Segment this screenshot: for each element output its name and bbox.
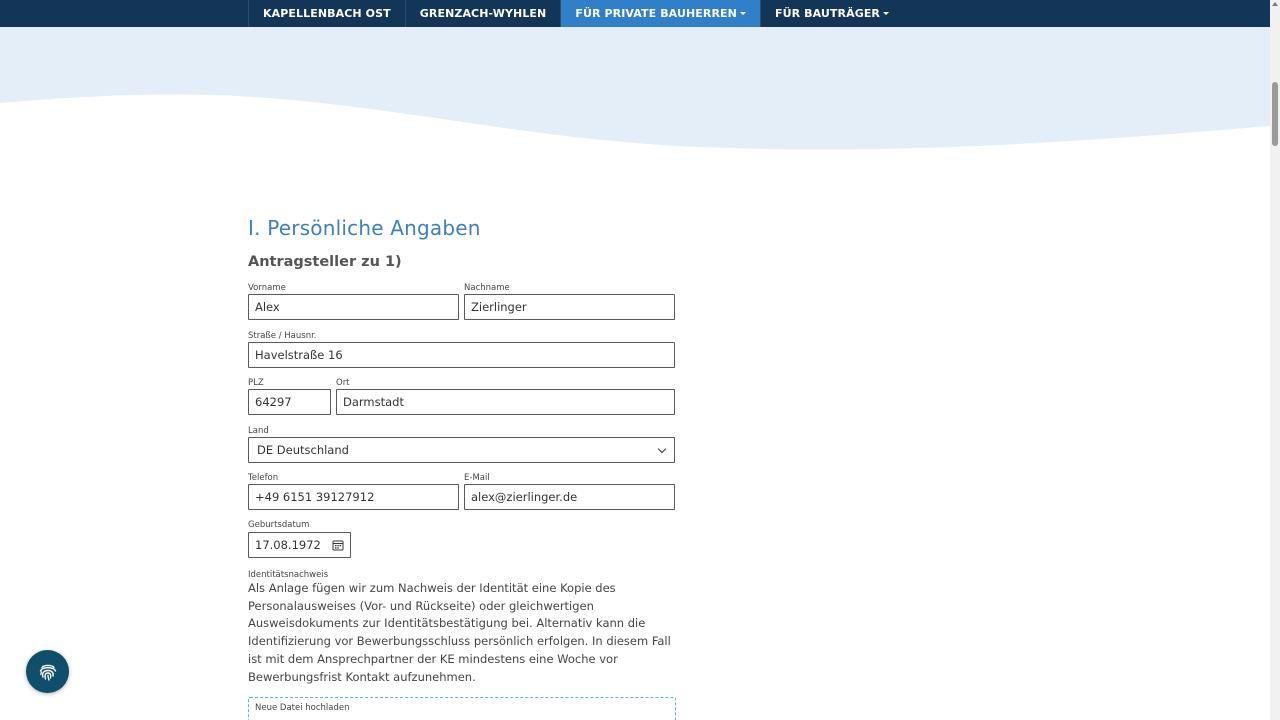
- city-label: Ort: [336, 378, 350, 388]
- first-name-value: Alex: [255, 300, 280, 314]
- nav-item-label: FÜR BAUTRÄGER: [774, 7, 881, 20]
- email-field[interactable]: [464, 484, 675, 510]
- zip-value: 64297: [255, 395, 292, 409]
- nav-item-grenzach-wyhlen[interactable]: [405, 0, 561, 27]
- phone-field[interactable]: [248, 484, 459, 510]
- first-name-field[interactable]: [248, 294, 459, 320]
- page-scrollbar[interactable]: [1270, 0, 1280, 720]
- identity-text: Als Anlage fügen wir zum Nachweis der Identität eine Kopie des Personalausweises (Vor- und Rückseite) oder gleichwertigen Ausweisdokuments zur Identitätsbestätigung bei. Alternativ kann die Identifizierung vor Bewerbungsschluss persönlich erfolgen. In diesem Fall ist mit dem Ansprechpartner der KE mindestens eine Woche vor Bewerbungsfrist Kontakt aufzunehmen.: [248, 581, 671, 684]
- upload-label: Neue Datei hochladen: [255, 703, 350, 713]
- city-field[interactable]: [336, 389, 675, 415]
- nav-item-label: GRENZACH-WYHLEN: [419, 7, 547, 20]
- chevron-down-icon: [658, 444, 666, 452]
- nav-item-label: KAPELLENBACH OST: [263, 7, 391, 20]
- country-select[interactable]: [248, 437, 675, 463]
- zip-label: PLZ: [248, 378, 264, 388]
- city-value: Darmstadt: [343, 395, 404, 409]
- last-name-value: Zierlinger: [471, 300, 527, 314]
- scroll-up-arrow-icon[interactable]: [1272, 2, 1278, 6]
- identity-label: Identitätsnachweis: [248, 570, 329, 580]
- country-label: Land: [248, 426, 269, 436]
- email-value: alex@zierlinger.de: [471, 490, 578, 504]
- email-label: E-Mail: [464, 473, 490, 483]
- birthdate-field[interactable]: [248, 532, 351, 558]
- fingerprint-button[interactable]: [26, 650, 69, 693]
- caret-down-icon: [740, 12, 746, 15]
- nav-item-private-bauherren[interactable]: [560, 0, 760, 27]
- country-value: DE Deutschland: [257, 443, 349, 457]
- nav-item-bautraeger[interactable]: [760, 0, 903, 27]
- nav-item-kapellenbach-ost[interactable]: [248, 0, 405, 27]
- last-name-label: Nachname: [464, 283, 510, 293]
- nav-menu: [248, 0, 903, 27]
- last-name-field[interactable]: [464, 294, 675, 320]
- street-label: Straße / Hausnr.: [248, 331, 317, 341]
- applicant-subtitle: Antragsteller zu 1): [248, 254, 402, 270]
- street-value: Havelstraße 16: [255, 348, 343, 362]
- caret-down-icon: [883, 12, 889, 15]
- header-wave: [0, 27, 1270, 157]
- street-field[interactable]: [248, 342, 675, 368]
- phone-label: Telefon: [248, 473, 279, 483]
- birthdate-value: 17.08.1972: [255, 538, 321, 552]
- zip-field[interactable]: [248, 389, 331, 415]
- birthdate-label: Geburtsdatum: [248, 520, 310, 530]
- nav-item-label: FÜR PRIVATE BAUHERREN: [575, 7, 737, 20]
- first-name-label: Vorname: [248, 283, 286, 293]
- top-navigation: [0, 0, 1270, 27]
- section-title: I. Persönliche Angaben: [248, 216, 481, 240]
- calendar-icon[interactable]: [332, 539, 344, 551]
- fingerprint-icon: [36, 660, 60, 684]
- file-upload-dropzone[interactable]: [248, 697, 676, 720]
- scrollbar-thumb[interactable]: [1272, 82, 1278, 146]
- phone-value: +49 6151 39127912: [255, 490, 375, 504]
